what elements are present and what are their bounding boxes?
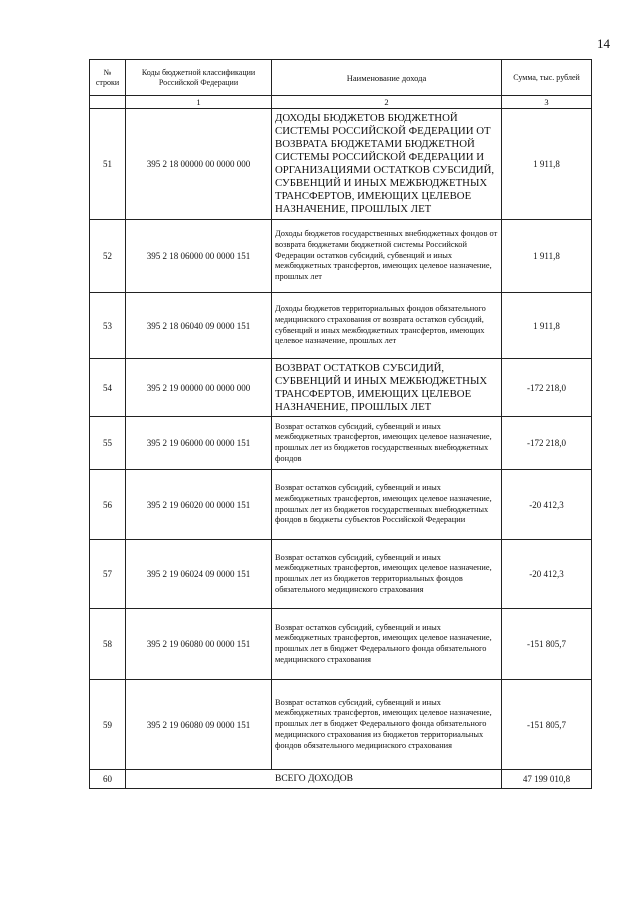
page-number: 14 <box>597 36 610 51</box>
revenue-sum: -172 218,0 <box>502 417 592 470</box>
row-number: 52 <box>90 220 126 293</box>
row-number: 53 <box>90 293 126 359</box>
budget-code: 395 2 19 06024 09 0000 151 <box>126 540 272 609</box>
budget-code: 395 2 19 06020 00 0000 151 <box>126 470 272 540</box>
revenue-sum: 1 911,8 <box>502 293 592 359</box>
column-number-row <box>90 96 592 109</box>
revenue-sum: -151 805,7 <box>502 680 592 770</box>
table-row <box>90 470 592 540</box>
table-row <box>90 359 592 417</box>
revenue-sum: 1 911,8 <box>502 220 592 293</box>
row-number: 59 <box>90 680 126 770</box>
budget-code: 395 2 19 06080 00 0000 151 <box>126 609 272 680</box>
header-row-no-label: № строки <box>95 67 120 87</box>
revenue-name: ВОЗВРАТ ОСТАТКОВ СУБСИДИЙ, СУБВЕНЦИЙ И ИНЫХ МЕЖБЮДЖЕТНЫХ ТРАНСФЕРТОВ, ИМЕЮЩИХ ЦЕЛЕВОЕ НАЗНАЧЕНИЕ, ПРОШЛЫХ ЛЕТ <box>272 359 502 417</box>
header-row-no <box>90 60 126 96</box>
header-sum-label: Сумма, тыс. рублей <box>513 72 580 82</box>
row-number: 51 <box>90 109 126 220</box>
row-number: 57 <box>90 540 126 609</box>
header-name-label: Наименование дохода <box>346 72 427 83</box>
revenue-sum: -172 218,0 <box>502 359 592 417</box>
row-number: 58 <box>90 609 126 680</box>
revenue-sum: 1 911,8 <box>502 109 592 220</box>
table-row <box>90 540 592 609</box>
table-header-row <box>90 60 592 96</box>
total-row-number: 60 <box>90 770 126 789</box>
table-row <box>90 680 592 770</box>
row-number: 55 <box>90 417 126 470</box>
budget-code: 395 2 19 00000 00 0000 000 <box>126 359 272 417</box>
table-row <box>90 220 592 293</box>
budget-code: 395 2 18 00000 00 0000 000 <box>126 109 272 220</box>
total-sum: 47 199 010,8 <box>502 770 592 789</box>
row-number: 56 <box>90 470 126 540</box>
table-row <box>90 609 592 680</box>
header-codes-label: Коды бюджетной классификации Российской Федерации <box>141 67 256 87</box>
revenue-name: Возврат остатков субсидий, субвенций и иных межбюджетных трансфертов, имеющих целевое назначение, прошлых лет из бюджетов государственных внебюджетных фондов <box>272 417 502 470</box>
revenue-name: Возврат остатков субсидий, субвенций и иных межбюджетных трансфертов, имеющих целевое назначение, прошлых лет из бюджетов государственных внебюджетных фондов в бюджеты субъектов Российской Федерации <box>272 470 502 540</box>
revenue-name: Возврат остатков субсидий, субвенций и иных межбюджетных трансфертов, имеющих целевое назначение, прошлых лет в бюджет Федерального фонда обязательного медицинского страхования <box>272 609 502 680</box>
revenue-name: Доходы бюджетов государственных внебюджетных фондов от возврата бюджетами бюджетной системы Российской Федерации остатков субсидий, субвенций и иных межбюджетных трансфертов, имеющих целевое назначение, прошлых лет <box>272 220 502 293</box>
column-number-blank <box>90 96 126 109</box>
table-row <box>90 293 592 359</box>
revenue-sum: -20 412,3 <box>502 540 592 609</box>
table-row <box>90 109 592 220</box>
total-row <box>90 770 592 789</box>
budget-code: 395 2 19 06000 00 0000 151 <box>126 417 272 470</box>
row-number: 54 <box>90 359 126 417</box>
header-sum <box>502 60 592 96</box>
column-number: 1 <box>126 96 272 109</box>
column-number: 2 <box>272 96 502 109</box>
budget-code: 395 2 18 06040 09 0000 151 <box>126 293 272 359</box>
revenue-sum: -151 805,7 <box>502 609 592 680</box>
header-codes <box>126 60 272 96</box>
revenue-name: Доходы бюджетов территориальных фондов обязательного медицинского страхования от возврата остатков субсидий, субвенций и иных межбюджетных трансфертов, имеющих целевое назначение, прошлых лет <box>272 293 502 359</box>
budget-code: 395 2 18 06000 00 0000 151 <box>126 220 272 293</box>
revenue-sum: -20 412,3 <box>502 470 592 540</box>
revenue-name: ДОХОДЫ БЮДЖЕТОВ БЮДЖЕТНОЙ СИСТЕМЫ РОССИЙСКОЙ ФЕДЕРАЦИИ ОТ ВОЗВРАТА БЮДЖЕТАМИ БЮДЖЕТНОЙ СИСТЕМЫ РОССИЙСКОЙ ФЕДЕРАЦИИ И ОРГАНИЗАЦИЯМИ ОСТАТКОВ СУБСИДИЙ, СУБВЕНЦИЙ И ИНЫХ МЕЖБЮДЖЕТНЫХ ТРАНСФЕРТОВ, ИМЕЮЩИХ ЦЕЛЕВОЕ НАЗНАЧЕНИЕ, ПРОШЛЫХ ЛЕТ <box>272 109 502 220</box>
revenue-table <box>89 59 592 789</box>
revenue-name: Возврат остатков субсидий, субвенций и иных межбюджетных трансфертов, имеющих целевое назначение, прошлых лет из бюджетов территориальных фондов обязательного медицинского страхования <box>272 540 502 609</box>
header-name <box>272 60 502 96</box>
revenue-name: Возврат остатков субсидий, субвенций и иных межбюджетных трансфертов, имеющих целевое назначение, прошлых лет в бюджет Федерального фонда обязательного медицинского страхования из бюджетов территориальных фондов обязательного медицинского страхования <box>272 680 502 770</box>
total-label: ВСЕГО ДОХОДОВ <box>126 770 502 789</box>
table-row <box>90 417 592 470</box>
budget-code: 395 2 19 06080 09 0000 151 <box>126 680 272 770</box>
column-number: 3 <box>502 96 592 109</box>
